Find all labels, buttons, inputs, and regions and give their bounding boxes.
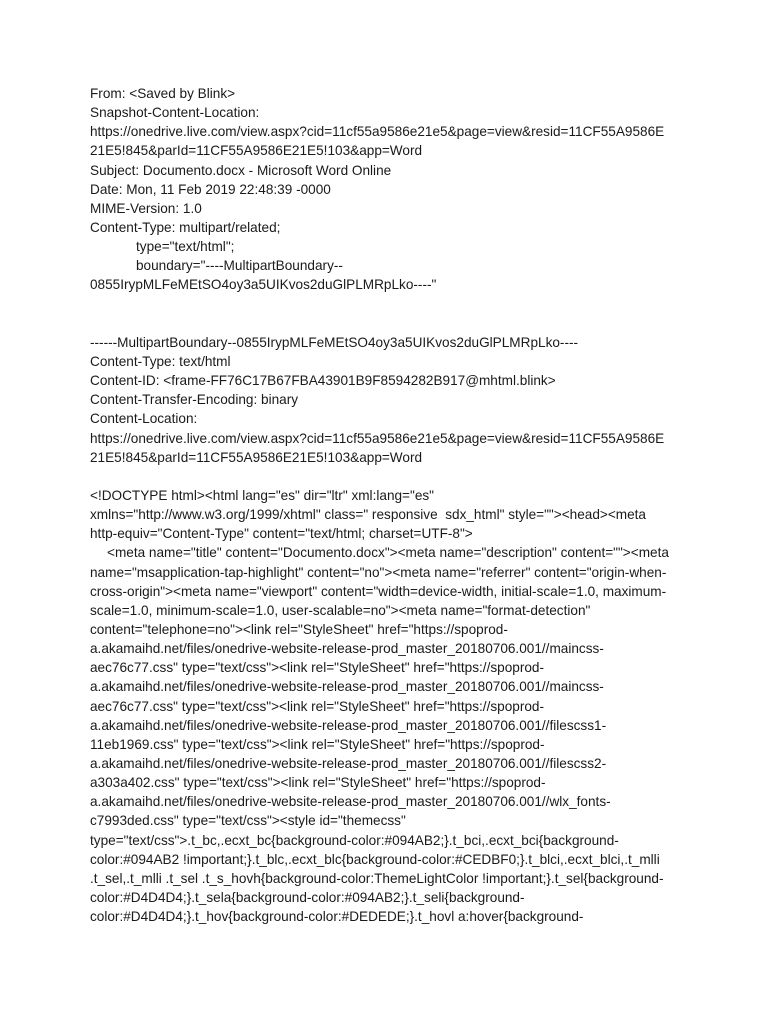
html-source-line: a.akamaihd.net/files/onedrive-website-release-prod_master_20180706.001//filescss1- (90, 717, 607, 733)
mime-version-line: MIME-Version: 1.0 (90, 200, 202, 216)
part-encoding-line: Content-Transfer-Encoding: binary (90, 392, 299, 408)
html-source-line: color:#D4D4D4;}.t_hov{background-color:#DEDEDE;}.t_hovl a:hover{background- (90, 909, 584, 925)
boundary-value-line: 0855IrypMLFeMEtSO4oy3a5UIKvos2duGlPLMRpLko----" (90, 277, 437, 293)
type-param-line: type="text/html"; (136, 239, 235, 255)
content-type-line: Content-Type: multipart/related; (90, 219, 281, 235)
html-source-line: a.akamaihd.net/files/onedrive-website-release-prod_master_20180706.001//maincss- (90, 679, 604, 695)
html-source-line: http-equiv="Content-Type" content="text/html; charset=UTF-8"> (90, 526, 473, 542)
mime-part-header-block (90, 333, 690, 467)
html-source-line: aec76c77.css" type="text/css"><link rel="StyleSheet" href="https://spoprod- (90, 698, 544, 714)
html-source-line: color:#094AB2 !important;}.t_blc,.ecxt_blc{background-color:#CEDBF0;}.t_blci,.ecxt_blci,.t_mlli (90, 851, 660, 867)
part-boundary-line: ------MultipartBoundary--0855IrypMLFeMEtSO4oy3a5UIKvos2duGlPLMRpLko---- (90, 334, 579, 350)
snapshot-location-label: Snapshot-Content-Location: (90, 105, 260, 121)
html-source-line: type="text/css">.t_bc,.ecxt_bc{background-color:#094AB2;}.t_bci,.ecxt_bci{background- (90, 832, 619, 848)
boundary-param-line: boundary="----MultipartBoundary-- (136, 258, 343, 274)
html-source-block (90, 486, 690, 926)
from-line: From: <Saved by Blink> (90, 86, 236, 101)
html-source-line: xmlns="http://www.w3.org/1999/xhtml" class=" responsive sdx_html" style=""><head><meta (90, 507, 646, 523)
part-content-type-line: Content-Type: text/html (90, 353, 231, 369)
part-location-label: Content-Location: (90, 411, 198, 427)
spacer (90, 467, 690, 486)
html-source-line: a303a402.css" type="text/css"><link rel="StyleSheet" href="https://spoprod- (90, 775, 546, 791)
html-source-line: scale=1.0, minimum-scale=1.0, user-scalable=no"><meta name="format-detection" (90, 602, 591, 618)
document-page (90, 84, 690, 926)
html-source-line: name="msapplication-tap-highlight" content="no"><meta name="referrer" content="origin-when- (90, 564, 667, 580)
html-source-line: a.akamaihd.net/files/onedrive-website-release-prod_master_20180706.001//maincss- (90, 641, 604, 657)
mime-header-block (90, 84, 690, 295)
html-source-line: cross-origin"><meta name="viewport" content="width=device-width, initial-scale=1.0, maximum- (90, 583, 667, 599)
part-location-url-line-1: https://onedrive.live.com/view.aspx?cid=11cf55a9586e21e5&page=view&resid=11CF55A9586E (90, 430, 665, 446)
html-source-line: a.akamaihd.net/files/onedrive-website-release-prod_master_20180706.001//filescss2- (90, 755, 607, 771)
html-source-line: 11eb1969.css" type="text/css"><link rel="StyleSheet" href="https://spoprod- (90, 736, 545, 752)
html-source-line: content="telephone=no"><link rel="StyleSheet" href="https://spoprod- (90, 621, 508, 637)
html-source-line: <meta name="title" content="Documento.docx"><meta name="description" content=""><meta (107, 545, 669, 561)
html-source-line: aec76c77.css" type="text/css"><link rel="StyleSheet" href="https://spoprod- (90, 660, 544, 676)
html-source-line: a.akamaihd.net/files/onedrive-website-release-prod_master_20180706.001//wlx_fonts- (90, 794, 611, 810)
html-source-line: color:#D4D4D4;}.t_sela{background-color:#094AB2;}.t_seli{background- (90, 889, 525, 905)
html-source-line: <!DOCTYPE html><html lang="es" dir="ltr" xml:lang="es" (90, 487, 435, 503)
snapshot-url-line-2: 21E5!845&parId=11CF55A9586E21E5!103&app=Word (90, 143, 423, 159)
snapshot-url-line-1: https://onedrive.live.com/view.aspx?cid=11cf55a9586e21e5&page=view&resid=11CF55A9586E (90, 124, 665, 140)
spacer (90, 295, 690, 333)
html-source-line: .t_sel,.t_mlli .t_sel .t_s_hovh{background-color:ThemeLightColor !important;}.t_sel{background- (90, 870, 664, 886)
subject-line: Subject: Documento.docx - Microsoft Word Online (90, 162, 392, 178)
date-line: Date: Mon, 11 Feb 2019 22:48:39 -0000 (90, 181, 331, 197)
part-location-url-line-2: 21E5!845&parId=11CF55A9586E21E5!103&app=Word (90, 449, 423, 465)
part-content-id-line: Content-ID: <frame-FF76C17B67FBA43901B9F8594282B917@mhtml.blink> (90, 373, 556, 389)
html-source-line: c7993ded.css" type="text/css"><style id="themecss" (90, 813, 406, 829)
